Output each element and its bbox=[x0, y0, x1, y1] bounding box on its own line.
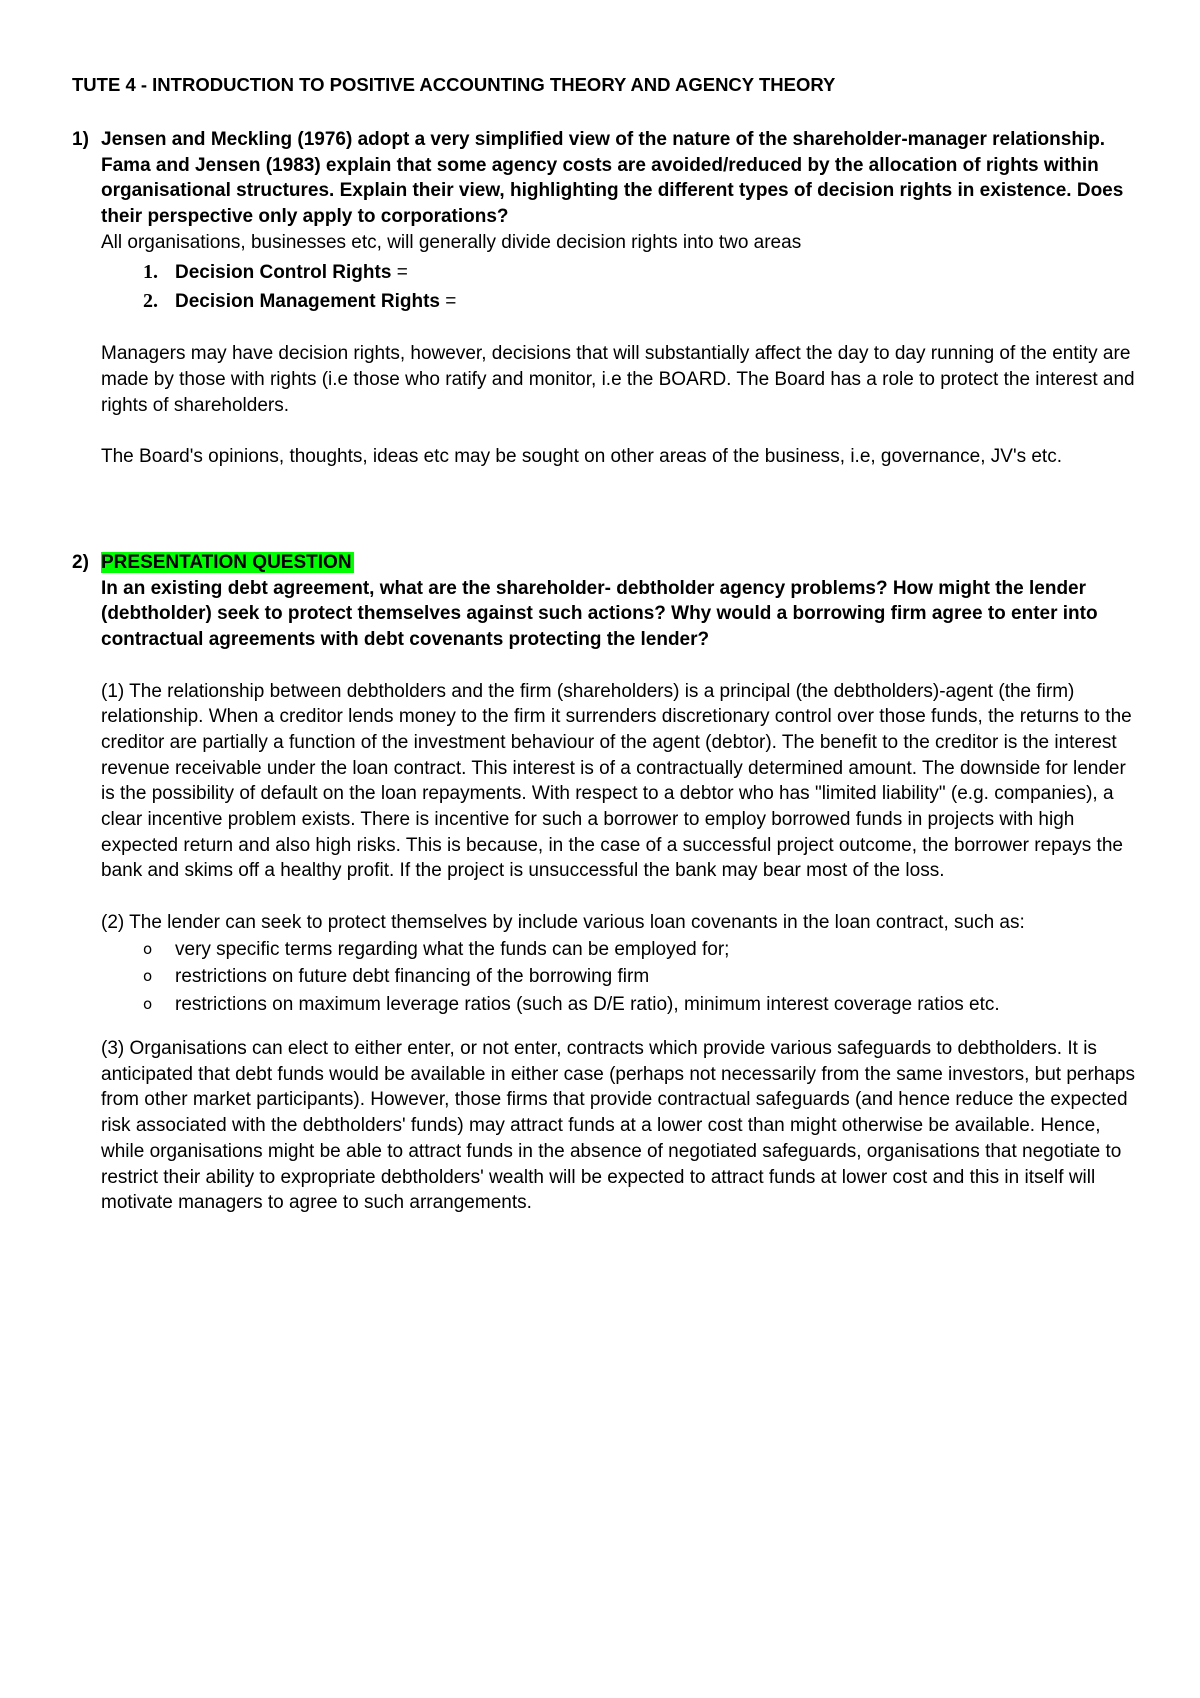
list-item bbox=[101, 963, 1141, 991]
presentation-question-tag: PRESENTATION QUESTION bbox=[101, 552, 352, 573]
decision-rights-list bbox=[101, 258, 1141, 316]
decision-right-label: Decision Control Rights bbox=[175, 261, 392, 283]
list-item bbox=[101, 258, 1141, 287]
question-1-number: 1) bbox=[72, 129, 89, 150]
decision-right-suffix: = bbox=[396, 261, 408, 283]
covenant-text: very specific terms regarding what the funds can be employed for; bbox=[175, 938, 730, 960]
list-item bbox=[101, 936, 1141, 964]
question-2-paragraph-1: (1) The relationship between debtholders and the firm (shareholders) is a principal (the debtholders)-agent (the firm) relationship. When a creditor lends money to the firm it surrenders discretionary control over those funds, the returns to the creditor are partially a function of the investment behaviour of the agent (debtor). The benefit to the creditor is the interest revenue receivable under the loan contract. This interest is of a contractually determined amount. The downside for lender is the possibility of default on the loan repayments. With respect to a debtor who has "limited liability" (e.g. companies), a clear incentive problem exists. There is incentive for such a borrower to employ borrowed funds in projects with high expected return and also high risks. This is because, in the case of a successful project outcome, the borrower repays the bank and skims off a healthy profit. If the project is unsuccessful the bank may bear most of the loss. bbox=[101, 680, 1132, 882]
decision-right-label: Decision Management Rights bbox=[175, 290, 440, 312]
list-item bbox=[101, 287, 1141, 316]
decision-right-suffix: = bbox=[445, 290, 457, 312]
question-2-text: In an existing debt agreement, what are the shareholder- debtholder agency problems? How might the lender (debtholder) seek to protect themselves against such actions? Why would a borrowing firm agree to enter into contractual agreements with debt covenants protecting the lender? bbox=[101, 577, 1098, 651]
question-2-section bbox=[101, 550, 1141, 1216]
loan-covenants-list bbox=[101, 936, 1141, 1019]
question-1-intro: All organisations, businesses etc, will generally divide decision rights into two areas bbox=[101, 231, 802, 253]
document-title: TUTE 4 - INTRODUCTION TO POSITIVE ACCOUNTING THEORY AND AGENCY THEORY bbox=[72, 74, 836, 95]
question-2-number: 2) bbox=[72, 552, 89, 573]
circle-bullet-icon: o bbox=[143, 994, 153, 1013]
circle-bullet-icon: o bbox=[143, 967, 153, 986]
list-number: 2. bbox=[143, 289, 158, 312]
covenant-text: restrictions on maximum leverage ratios (such as D/E ratio), minimum interest coverage ratios etc. bbox=[175, 993, 1000, 1015]
question-1-paragraph-1: Managers may have decision rights, however, decisions that will substantially affect the day to day running of the entity are made by those with rights (i.e those who ratify and monitor, i.e the BOARD. The Board has a role to protect the interest and rights of shareholders. bbox=[101, 343, 1135, 416]
question-2-paragraph-2: (2) The lender can seek to protect themselves by include various loan covenants in the loan contract, such as: bbox=[101, 911, 1025, 933]
covenant-text: restrictions on future debt financing of the borrowing firm bbox=[175, 966, 650, 988]
list-number: 1. bbox=[143, 260, 158, 283]
list-item bbox=[101, 991, 1141, 1019]
circle-bullet-icon: o bbox=[143, 939, 153, 958]
question-2-paragraph-3: (3) Organisations can elect to either enter, or not enter, contracts which provide various safeguards to debtholders. It is anticipated that debt funds would be available in either case (perhaps not necessarily from the same investors, but perhaps from other market participants). However, those firms that provide contractual safeguards (and hence reduce the expected risk associated with the debtholders' funds) may attract funds at a lower cost than might otherwise be available. Hence, while organisations might be able to attract funds in the absence of negotiated safeguards, organisations that negotiate to restrict their ability to expropriate debtholders' wealth will be expected to attract funds at lower cost and this in itself will motivate managers to agree to such arrangements. bbox=[101, 1038, 1135, 1214]
question-1-section bbox=[101, 127, 1141, 470]
question-1-paragraph-2: The Board's opinions, thoughts, ideas etc may be sought on other areas of the business, i.e, governance, JV's etc. bbox=[101, 446, 1062, 467]
question-1-text: Jensen and Meckling (1976) adopt a very simplified view of the nature of the shareholder-manager relationship. Fama and Jensen (1983) explain that some agency costs are avoided/reduced by the allocation of rights within organisational structures. Explain their view, highlighting the different types of decision rights in existence. Does their perspective only apply to corporations? bbox=[101, 129, 1124, 228]
